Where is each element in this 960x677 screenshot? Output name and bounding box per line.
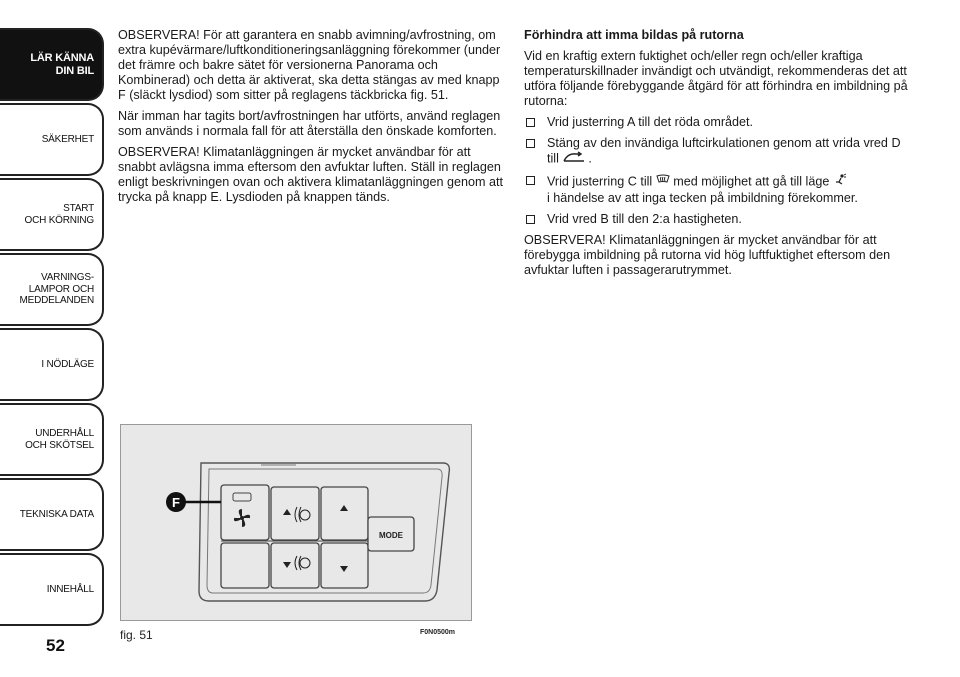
tab-varningslampor[interactable] <box>0 253 104 326</box>
checkbox-bullet-icon <box>526 139 535 148</box>
tab-innehall[interactable] <box>0 553 104 626</box>
mode-button[interactable] <box>368 517 414 551</box>
tab-label: START OCH KÖRNING <box>24 203 94 226</box>
list-item-text-part: Stäng av den invändiga luftcirkulationen genom att vrida vred D till <box>547 136 901 166</box>
list-item <box>524 115 914 130</box>
fan-up-button[interactable] <box>321 487 368 540</box>
chapter-sidebar <box>0 28 104 628</box>
paragraph: OBSERVERA! Klimatanläggningen är mycket användbar för att snabbt avlägsna imma eftersom den avfuktar luften. Ställ in reglagen enligt beskrivningen ovan och aktivera klimatanläggningen genom att trycka på knapp E. Lysdioden på knappen tänds. <box>118 145 504 204</box>
list-item-text-part: Vrid justerring C till <box>547 174 653 189</box>
list-item-text-part: i händelse av att inga tecken på imbildning förekommer. <box>547 191 858 205</box>
tab-label: LÄR KÄNNA DIN BIL <box>30 51 94 77</box>
figure-caption: fig. 51 <box>120 628 153 642</box>
paragraph: När imman har tagits bort/avfrostningen har utförts, använd reglagen som används i normala fall för att återställa den önskade komforten. <box>118 109 501 138</box>
list-item-text <box>547 173 914 206</box>
tab-lar-kanna-din-bil[interactable] <box>0 28 104 101</box>
list-item <box>524 136 914 167</box>
recirculation-off-icon <box>562 151 588 167</box>
tab-sakerhet[interactable] <box>0 103 104 176</box>
tab-label: INNEHÅLL <box>46 583 94 595</box>
paragraph: Vid en kraftig extern fuktighet och/eller regn och/eller kraftiga temperaturskillnader invändigt och utvändigt, rekommenderas det att utföra följande förebyggande åtgärd för att förhindra en imbildning på rutorna: <box>524 49 908 108</box>
fan-down-button[interactable] <box>321 543 368 588</box>
tab-tekniska-data[interactable] <box>0 478 104 551</box>
list-item-text: Vrid justerring A till det röda området. <box>547 115 754 129</box>
tab-i-nodlage[interactable] <box>0 328 104 401</box>
tab-underhall[interactable] <box>0 403 104 476</box>
checkbox-bullet-icon <box>526 118 535 127</box>
paragraph: OBSERVERA! För att garantera en snabb avimning/avfrostning, om extra kupévärmare/luftkonditioneringsanläggning förekommer (under det främre och bakre sätet för versionerna Panorama och Kombinerad) och detta är aktiverat, ska detta stängas av med knapp F (släckt lysdiod) som sitter på reglagens täckbricka fig. 51. <box>118 28 501 102</box>
tab-label: SÄKERHET <box>41 133 94 145</box>
list-item-text: Vrid vred B till den 2:a hastigheten. <box>547 212 742 226</box>
callout-label: F <box>172 495 180 510</box>
checkbox-bullet-icon <box>526 215 535 224</box>
section-heading: Förhindra att imma bildas på rutorna <box>524 28 744 42</box>
temperature-up-button[interactable] <box>271 487 319 540</box>
list-item-text-part: . <box>588 151 592 166</box>
list-item-text <box>547 136 914 167</box>
rear-heater-button-f[interactable] <box>221 485 269 540</box>
temperature-down-button[interactable] <box>271 543 319 588</box>
checkbox-bullet-icon <box>526 176 535 185</box>
figure-51-control-panel <box>120 424 472 621</box>
windshield-defrost-icon <box>656 174 670 190</box>
feet-windshield-airflow-icon <box>833 173 847 191</box>
mode-button-label: MODE <box>379 531 403 540</box>
control-panel-illustration <box>121 425 471 620</box>
list-item <box>524 212 914 227</box>
right-column <box>524 28 914 284</box>
tab-label: TEKNISKA DATA <box>19 508 94 520</box>
left-column <box>118 28 506 211</box>
tab-start-och-korning[interactable] <box>0 178 104 251</box>
list-item-text-part: med möjlighet att gå till läge <box>673 174 830 189</box>
tab-label: VARNINGS- LAMPOR OCH MEDDELANDEN <box>19 272 94 307</box>
figure-code: F0N0500m <box>420 629 456 636</box>
tab-label: I NÖDLÄGE <box>41 358 94 370</box>
paragraph: OBSERVERA! Klimatanläggningen är mycket användbar för att förebygga imbildning på rutorna vid hög luftfuktighet eftersom den avfuktar luften i passagerarutrymmet. <box>524 233 891 277</box>
empty-button[interactable] <box>221 543 269 588</box>
tab-label: UNDERHÅLL OCH SKÖTSEL <box>25 428 94 451</box>
page-number: 52 <box>46 636 65 655</box>
list-item <box>524 173 914 206</box>
